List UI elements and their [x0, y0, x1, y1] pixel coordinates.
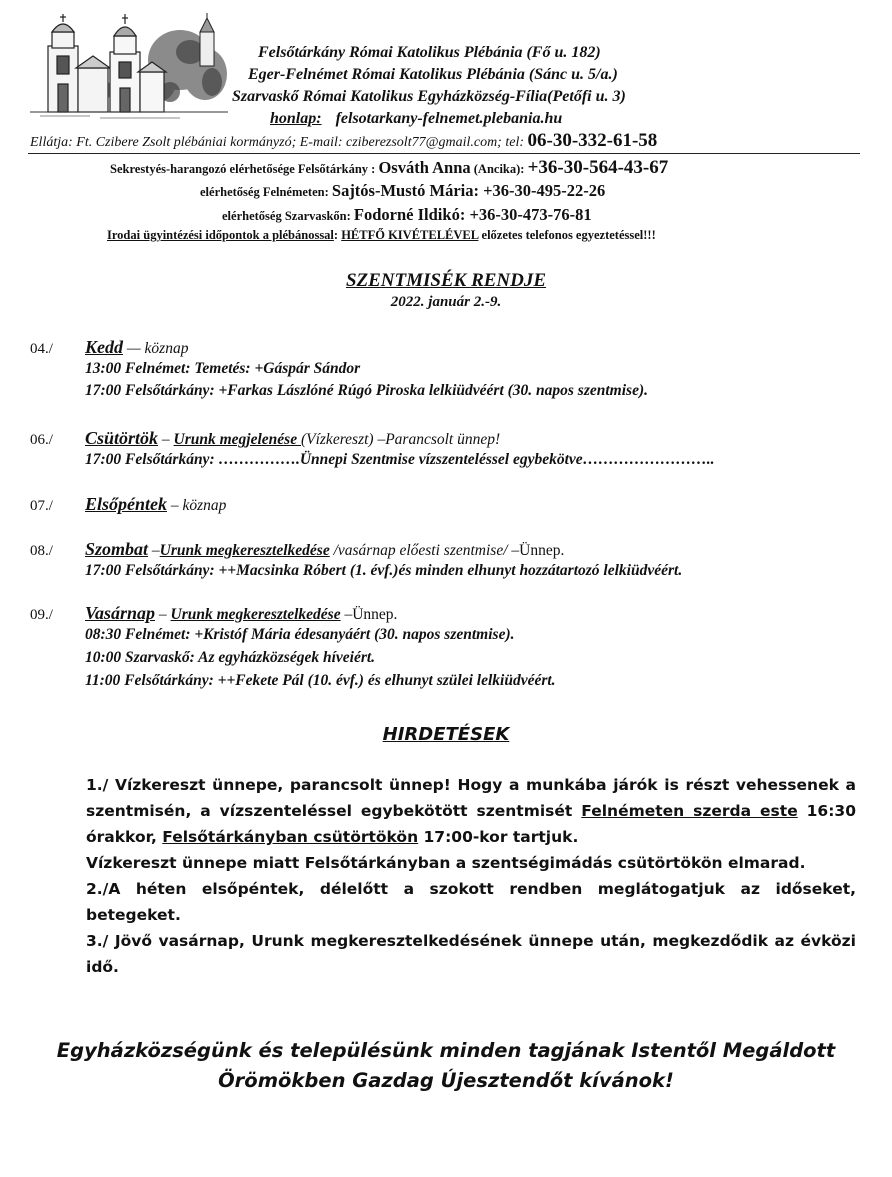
sacristan-phone: +36-30-564-43-67 [527, 157, 669, 178]
parish-felnemet: Eger-Felnémet Római Katolikus Plébánia (Sánc u. 5/a.) [248, 66, 618, 83]
day-name: Csütörtök [85, 428, 159, 448]
announcements-title [0, 724, 892, 745]
mass-line [85, 451, 714, 469]
church-towers-logo [30, 12, 228, 124]
sacristan-contact [110, 157, 668, 179]
mass-text: Felsőtárkány: +Farkas Lászlóné Rúgó Piroska lelkiüdvéért (30. napos szentmise). [121, 382, 648, 399]
day-number: 04./ [30, 341, 53, 357]
day-sep: – [158, 431, 174, 448]
homepage-line [270, 110, 562, 128]
announcement-highlight: Felsőtárkányban csütörtökön [162, 828, 419, 846]
parish-szarvasko: Szarvaskő Római Katolikus Egyházközség-Fília(Petőfi u. 3) [232, 88, 626, 105]
day-rest: — köznap [123, 340, 189, 357]
sacristan-nick: (Ancika): [470, 162, 528, 176]
day-title [85, 539, 564, 560]
sacristan-name: Osváth Anna [378, 158, 471, 177]
mass-time: 11:00 [85, 672, 121, 689]
mass-line [85, 672, 556, 690]
sacristan-label: Sekrestyés-harangozó elérhetősége Felsőtárkány : [110, 162, 379, 176]
announcement-1-note: Vízkereszt ünnepe miatt Felsőtárkányban a szentségimádás csütörtökön elmarad. [86, 854, 806, 872]
schedule-title [0, 270, 892, 292]
mass-line [85, 562, 682, 580]
szarvasko-value: Fodorné Ildikó: +36-30-473-76-81 [353, 205, 592, 224]
announcement-1 [86, 772, 856, 850]
announcement-2: 2./A héten elsőpéntek, délelőtt a szokott rendben meglátogatjuk az időseket, betegeket. [86, 880, 856, 924]
day-rest-upright: Ünnep. [519, 542, 565, 559]
wish-line-1: Egyházközségünk és településünk minden tagjának Istentől Megáldott [56, 1039, 836, 1062]
mass-line [85, 382, 648, 400]
office-hours-rest: előzetes telefonos egyeztetéssel!!! [478, 228, 656, 242]
szarvasko-contact [222, 205, 592, 225]
mass-text: Felsőtárkány: …………….Ünnepi Szentmise vízszenteléssel egybekötve…………………….. [121, 451, 715, 468]
announcement-text: 17:00-kor tartjuk. [418, 828, 579, 846]
priest-contact-text: Ellátja: Ft. Czibere Zsolt plébániai kormányzó; E-mail: cziberezsolt77@gmail.com; tel: [30, 135, 528, 150]
day-number: 06./ [30, 432, 53, 448]
office-hours-except: HÉTFŐ KIVÉTELÉVEL [341, 228, 479, 242]
felnemet-contact [200, 181, 605, 201]
announcements-body [86, 772, 856, 980]
new-year-wish [0, 1036, 892, 1096]
day-title [85, 494, 226, 515]
homepage-url[interactable]: felsotarkany-felnemet.plebania.hu [335, 110, 563, 127]
day-sep: – [148, 542, 160, 559]
day-feast: Urunk megkeresztelkedése [170, 606, 341, 623]
day-title [85, 337, 188, 358]
mass-text: Szarvaskő: Az egyházközségek híveiért. [121, 649, 376, 666]
day-rest: /vasárnap előesti szentmise/ – [329, 542, 520, 559]
szarvasko-label: elérhetőség Szarvaskőn: [222, 209, 354, 223]
wish-line-2: Örömökben Gazdag Újesztendőt kívánok! [218, 1069, 674, 1092]
homepage-label: honlap: [270, 110, 322, 127]
mass-line [85, 626, 514, 644]
mass-text: Felsőtárkány: ++Macsinka Róbert (1. évf.)és minden elhunyt hozzátartozó lelkiüdvéért. [121, 562, 683, 579]
announcement-highlight: Felnémeten szerda este [581, 802, 798, 820]
announcement-3: 3./ Jövő vasárnap, Urunk megkeresztelkedésének ünnepe után, megkezdődik az évközi idő. [86, 932, 856, 976]
day-rest: – köznap [167, 497, 227, 514]
priest-phone: 06-30-332-61-58 [527, 130, 658, 151]
day-number: 08./ [30, 543, 53, 559]
day-number: 09./ [30, 607, 53, 623]
mass-line [85, 649, 375, 667]
mass-text: Felnémet: Temetés: +Gáspár Sándor [121, 360, 361, 377]
day-sep: – [155, 606, 171, 623]
day-name: Szombat [85, 539, 149, 559]
announcement-text: 16:30 órakkor, [86, 802, 856, 846]
office-hours-note [107, 228, 656, 243]
schedule-title-text: SZENTMISÉK RENDJE [345, 270, 547, 291]
mass-text: Felnémet: +Kristóf Mária édesanyáért (30. napos szentmise). [121, 626, 515, 643]
mass-time: 17:00 [85, 562, 122, 579]
day-title [85, 603, 397, 624]
day-name: Kedd [85, 337, 123, 357]
mass-time: 13:00 [85, 360, 122, 377]
felnemet-label: elérhetőség Felnémeten: [200, 185, 332, 199]
day-number: 07./ [30, 498, 53, 514]
day-title [85, 428, 500, 449]
day-rest: – [340, 606, 353, 623]
mass-text: Felsőtárkány: ++Fekete Pál (10. évf.) és elhunyt szülei lelkiüdvéért. [120, 672, 556, 689]
mass-time: 17:00 [85, 382, 122, 399]
office-hours-colon: : [333, 228, 342, 242]
announcements-title-text: HIRDETÉSEK [382, 724, 510, 745]
header-divider [28, 153, 860, 154]
schedule-dates: 2022. január 2.-9. [390, 294, 502, 310]
day-feast: Urunk megjelenése [173, 431, 301, 448]
priest-contact-line [30, 130, 657, 152]
felnemet-value: Sajtós-Mustó Mária: +36-30-495-22-26 [331, 181, 606, 200]
announcement-text: 1./ Vízkereszt ünnepe, parancsolt ünnep! Hogy a munkába járók is részt vehessenek a szentmisén, a vízszenteléssel egybekötött szentmisét [86, 776, 856, 820]
mass-time: 10:00 [85, 649, 122, 666]
day-name: Elsőpéntek [85, 494, 168, 514]
day-feast: Urunk megkeresztelkedése [159, 542, 330, 559]
office-hours-label: Irodai ügyintézési időpontok a plébánossal [107, 228, 334, 242]
day-name: Vasárnap [85, 603, 156, 623]
mass-line [85, 360, 360, 378]
parish-felsotarkany: Felsőtárkány Római Katolikus Plébánia (Fő u. 182) [258, 44, 601, 61]
day-rest-upright: Ünnep. [352, 606, 398, 623]
mass-time: 08:30 [85, 626, 122, 643]
mass-time: 17:00 [85, 451, 122, 468]
day-rest: (Vízkereszt) –Parancsolt ünnep! [300, 431, 501, 448]
